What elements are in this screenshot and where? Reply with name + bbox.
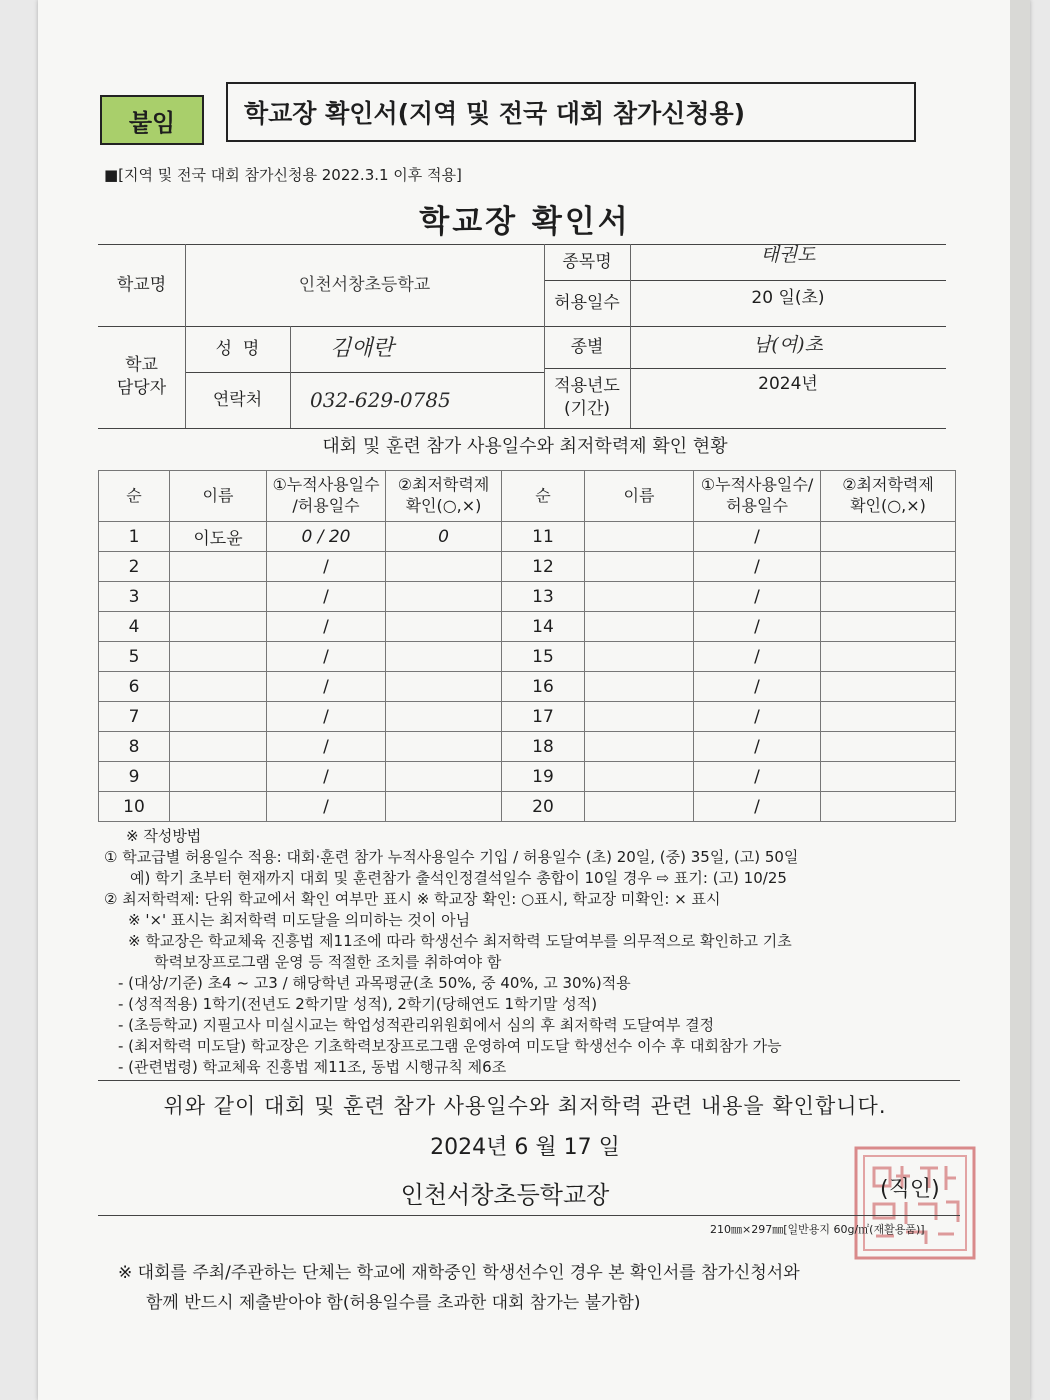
row-name2 — [585, 612, 694, 642]
confirm-date: 2024년 6 월 17 일 — [430, 1135, 620, 1160]
note-1-example: 예) 학기 초부터 현재까지 대회 및 훈련참가 출석인정결석일수 총합이 10일 경우 ⇨ 표기: (고) 10/25 — [130, 869, 787, 887]
row-check2 — [821, 582, 956, 612]
row-accum2: / — [694, 582, 821, 612]
row-accum2: / — [694, 792, 821, 822]
manager-label: 학교 담당자 — [116, 355, 167, 398]
row-accum: 0 / 20 — [267, 522, 386, 552]
note-heading: ※ 작성방법 — [126, 827, 202, 845]
status-section-title: 대회 및 훈련 참가 사용일수와 최저학력제 확인 현황 — [322, 436, 728, 457]
row-accum: / — [267, 732, 386, 762]
row-name — [170, 612, 267, 642]
row-no2: 18 — [502, 732, 585, 762]
row-accum2: / — [694, 522, 821, 552]
school-value: 인천서창초등학교 — [298, 274, 431, 295]
row-check — [386, 702, 502, 732]
row-accum: / — [267, 612, 386, 642]
row-check — [386, 762, 502, 792]
header-accum2: ①누적사용일수/ 허용일수 — [694, 471, 821, 522]
row-name2 — [585, 642, 694, 672]
name-label: 성 명 — [215, 338, 260, 359]
row-no2: 19 — [502, 762, 585, 792]
row-no2: 11 — [502, 522, 585, 552]
footer-divider — [98, 1215, 960, 1216]
row-check2 — [821, 522, 956, 552]
note-2: ② 최저학력제: 단위 학교에서 확인 여부만 표시 ※ 학교장 확인: ○표시, 학교장 미확인: × 표시 — [104, 890, 721, 908]
footnote-line-1: ※ 대회를 주최/주관하는 단체는 학교에 재학중인 학생선수인 경우 본 확인서를 참가신청서와 — [118, 1263, 800, 1283]
row-name2 — [585, 522, 694, 552]
row-check2 — [821, 702, 956, 732]
row-name2 — [585, 552, 694, 582]
row-check2 — [821, 552, 956, 582]
allowed-days-label: 허용일수 — [554, 292, 620, 313]
row-name2 — [585, 702, 694, 732]
table-row — [99, 582, 956, 612]
row-check — [386, 732, 502, 762]
table-row — [99, 642, 956, 672]
note-2-b: ※ 학교장은 학교체육 진흥법 제11조에 따라 학생선수 최저학력 도달여부를 의무적으로 확인하고 기초 — [128, 932, 792, 950]
note-below-min: - (최저학력 미도달) 학교장은 기초학력보장프로그램 운영하여 미도달 학생선수 이수 후 대회참가 가능 — [118, 1037, 782, 1055]
header-title: 학교장 확인서(지역 및 전국 대회 참가신청용) — [226, 82, 916, 142]
row-check — [386, 672, 502, 702]
table-row — [99, 762, 956, 792]
info-line-bottom — [98, 428, 946, 429]
row-no2: 16 — [502, 672, 585, 702]
row-check2 — [821, 642, 956, 672]
row-check2 — [821, 732, 956, 762]
status-table — [98, 470, 956, 822]
row-name2 — [585, 732, 694, 762]
row-check: 0 — [386, 522, 502, 552]
row-no: 6 — [99, 672, 170, 702]
row-name2 — [585, 582, 694, 612]
footnote-line-2: 함께 반드시 제출받아야 함(허용일수를 초과한 대회 참가는 불가함) — [146, 1293, 641, 1313]
document-title: 학교장 확인서 — [419, 204, 631, 240]
row-check2 — [821, 792, 956, 822]
note-2-b-cont: 학력보장프로그램 운영 등 적절한 조치를 취하여야 함 — [154, 953, 502, 971]
event-value: 태권도 — [760, 244, 816, 267]
year-value: 2024년 — [758, 373, 818, 394]
category-label: 종별 — [570, 336, 604, 357]
row-accum2: / — [694, 612, 821, 642]
row-accum: / — [267, 672, 386, 702]
header-accum: ①누적사용일수 /허용일수 — [267, 471, 386, 522]
row-no2: 17 — [502, 702, 585, 732]
row-name2 — [585, 672, 694, 702]
row-no: 10 — [99, 792, 170, 822]
row-accum: / — [267, 642, 386, 672]
header-name: 이름 — [170, 471, 267, 522]
table-row — [99, 672, 956, 702]
contact-label: 연락처 — [212, 389, 263, 410]
row-check2 — [821, 762, 956, 792]
paper-spec: 210㎜×297㎜[일반용지 60g/㎡(재활용품)] — [710, 1223, 925, 1236]
confirm-divider — [98, 1080, 960, 1081]
note-2-a: ※ '×' 표시는 최저학력 미도달을 의미하는 것이 아님 — [128, 911, 471, 929]
header-no2: 순 — [502, 471, 585, 522]
row-name — [170, 792, 267, 822]
row-accum: / — [267, 702, 386, 732]
row-no: 2 — [99, 552, 170, 582]
subtitle: ■[지역 및 전국 대회 참가신청용 2022.3.1 이후 적용] — [104, 166, 462, 184]
row-accum2: / — [694, 702, 821, 732]
table-row — [99, 552, 956, 582]
row-no: 8 — [99, 732, 170, 762]
row-accum2: / — [694, 642, 821, 672]
row-accum2: / — [694, 732, 821, 762]
table-row — [99, 612, 956, 642]
category-value: 남(여)초 — [753, 334, 823, 357]
row-check — [386, 642, 502, 672]
footnote — [118, 1258, 998, 1318]
row-no: 3 — [99, 582, 170, 612]
row-no2: 20 — [502, 792, 585, 822]
row-name: 이도윤 — [170, 522, 267, 552]
row-name — [170, 552, 267, 582]
principal-name: 인천서창초등학교장 — [400, 1181, 610, 1209]
row-no2: 12 — [502, 552, 585, 582]
writing-notes — [104, 826, 964, 1078]
table-row — [99, 522, 956, 552]
header-no: 순 — [99, 471, 170, 522]
allowed-days-value: 20 일(초) — [751, 287, 825, 308]
row-no: 5 — [99, 642, 170, 672]
row-name — [170, 702, 267, 732]
table-row — [99, 792, 956, 822]
row-accum: / — [267, 582, 386, 612]
year-label: 적용년도 (기간) — [554, 376, 620, 419]
table-row — [99, 732, 956, 762]
school-label: 학교명 — [116, 274, 167, 295]
row-no: 9 — [99, 762, 170, 792]
row-name — [170, 672, 267, 702]
row-check — [386, 582, 502, 612]
school-seal-icon — [850, 1142, 980, 1264]
row-check2 — [821, 612, 956, 642]
row-name2 — [585, 762, 694, 792]
event-label: 종목명 — [562, 251, 612, 272]
row-accum: / — [267, 552, 386, 582]
seal-label: (직인) — [880, 1177, 940, 1202]
attachment-badge: 붙임 — [100, 95, 204, 145]
row-no: 1 — [99, 522, 170, 552]
table-row — [99, 702, 956, 732]
note-1: ① 학교급별 허용일수 적용: 대회·훈련 참가 누적사용일수 기입 / 허용일수 (초) 20일, (중) 35일, (고) 50일 — [104, 848, 799, 866]
row-name — [170, 762, 267, 792]
row-accum: / — [267, 792, 386, 822]
row-no: 4 — [99, 612, 170, 642]
row-accum2: / — [694, 672, 821, 702]
row-no2: 15 — [502, 642, 585, 672]
row-accum2: / — [694, 762, 821, 792]
row-check — [386, 552, 502, 582]
row-no2: 14 — [502, 612, 585, 642]
header-name2: 이름 — [585, 471, 694, 522]
row-no: 7 — [99, 702, 170, 732]
row-check2 — [821, 672, 956, 702]
note-elementary: - (초등학교) 지필고사 미실시교는 학업성적관리위원회에서 심의 후 최저학력 도달여부 결정 — [118, 1016, 715, 1034]
header-check: ②최저학력제 확인(○,×) — [386, 471, 502, 522]
row-no2: 13 — [502, 582, 585, 612]
note-law: - (관련법령) 학교체육 진흥법 제11조, 동법 시행규칙 제6조 — [118, 1058, 507, 1076]
row-name2 — [585, 792, 694, 822]
table-header-row — [99, 471, 956, 522]
row-name — [170, 582, 267, 612]
row-check — [386, 612, 502, 642]
contact-value: 032-629-0785 — [310, 387, 451, 412]
header-check2: ②최저학력제 확인(○,×) — [821, 471, 956, 522]
confirm-text: 위와 같이 대회 및 훈련 참가 사용일수와 최저학력 관련 내용을 확인합니다. — [163, 1094, 887, 1118]
note-target: - (대상/기준) 초4 ~ 고3 / 해당학년 과목평균(초 50%, 중 40%, 고 30%)적용 — [118, 974, 631, 992]
row-check — [386, 792, 502, 822]
row-name — [170, 642, 267, 672]
row-name — [170, 732, 267, 762]
name-value: 김애란 — [330, 336, 394, 362]
row-accum2: / — [694, 552, 821, 582]
row-accum: / — [267, 762, 386, 792]
note-grade: - (성적적용) 1학기(전년도 2학기말 성적), 2학기(당해연도 1학기말 성적) — [118, 995, 598, 1013]
